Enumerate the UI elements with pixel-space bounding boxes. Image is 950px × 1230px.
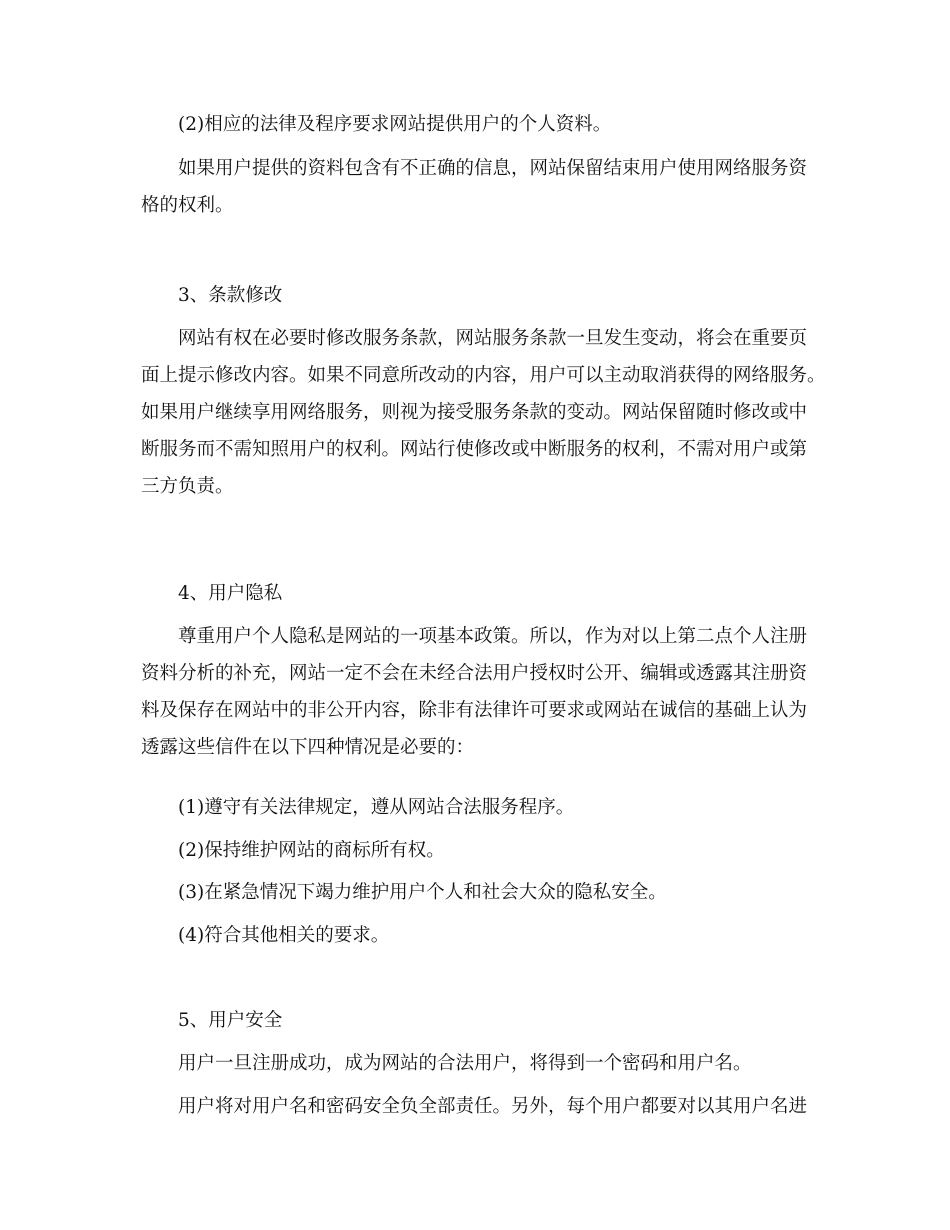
paragraph-terms-modification [141,327,826,512]
paragraph-registration: 用户一旦注册成功，成为网站的合法用户，将得到一个密码和用户名。 [178,1053,752,1074]
paragraph-incorrect-info [141,157,811,231]
list-item: (1)遵守有关法律规定，遵从网站合法服务程序。 [178,797,575,818]
text-line: 资料分析的补充，网站一定不会在未经合法用户授权时公开、编辑或透露其注册资 [141,663,808,684]
text-line: 网站有权在必要时修改服务条款，网站服务条款一旦发生变动，将会在重要页 [178,328,808,349]
list-item: (2)保持维护网站的商标所有权。 [178,840,445,861]
text-line: 格的权利。 [141,195,234,216]
paragraph-password-responsibility: 用户将对用户名和密码安全负全部责任。另外，每个用户都要对以其用户名进 [178,1096,808,1117]
text-line: 尊重用户个人隐私是网站的一项基本政策。所以，作为对以上第二点个人注册 [178,626,808,647]
paragraph-item-2: (2)相应的法律及程序要求网站提供用户的个人资料。 [178,114,612,135]
section-heading-terms-modification: 3、条款修改 [178,285,283,306]
text-line: 面上提示修改内容。如果不同意所改动的内容，用户可以主动取消获得的网络服务。 [141,365,826,386]
section-heading-user-security: 5、用户安全 [178,1010,283,1031]
text-line: 如果用户提供的资料包含有不正确的信息，网站保留结束用户使用网络服务资 [178,158,808,179]
list-item: (4)符合其他相关的要求。 [178,925,390,946]
text-line: 如果用户继续享用网络服务，则视为接受服务条款的变动。网站保留随时修改或中 [141,402,808,423]
text-line: 透露这些信件在以下四种情况是必要的： [141,737,475,758]
text-line: 料及保存在网站中的非公开内容，除非有法律许可要求或网站在诚信的基础上认为 [141,700,808,721]
text-line: 断服务而不需知照用户的权利。网站行使修改或中断服务的权利，不需对用户或第 [141,439,808,460]
text-line: 三方负责。 [141,476,234,497]
paragraph-user-privacy [141,625,811,773]
section-heading-user-privacy: 4、用户隐私 [178,583,283,604]
list-item: (3)在紧急情况下竭力维护用户个人和社会大众的隐私安全。 [178,882,667,903]
